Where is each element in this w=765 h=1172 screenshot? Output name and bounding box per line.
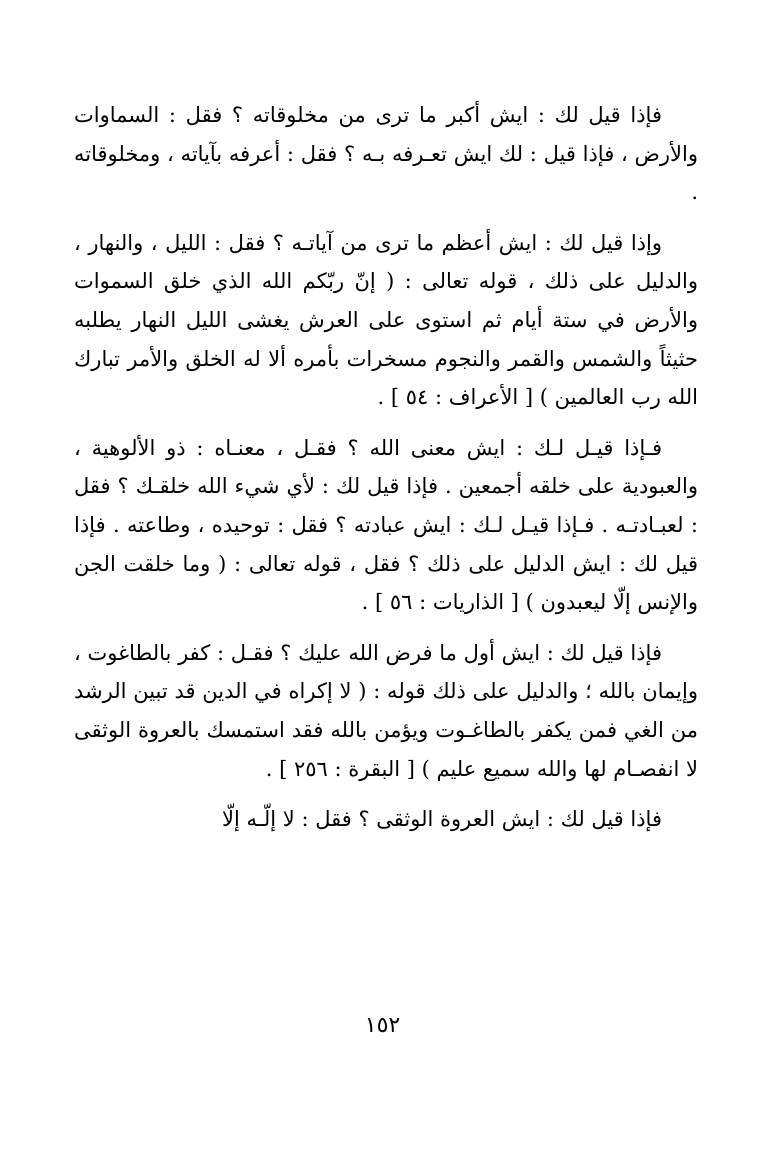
- paragraph-first-obligation: فإذا قيل لك : ايش أول ما فرض الله عليك ؟ فقـل : كفر بالطاغوت ، وإيمان بالله ؛ والدليل على ذلك قوله : ( لا إكراه في الدين قد تبين الرشد من الغي فمن يكفر بالطاغـوت ويؤمن بالله فقد استمسك بالعروة الوثقى لا انفصـام لها والله سميع عليم ) [ البقرة : ٢٥٦ ] .: [74, 640, 698, 781]
- paragraph-greatest-signs: وإذا قيل لك : ايش أعظم ما ترى من آياتـه ؟ فقل : الليل ، والنهار ، والدليل على ذلك ، قوله تعالى : ( إنّ ربّكم الله الذي خلق السموات والأرض في ستة أيام ثم استوى على العرش يغشى الليل النهار يطلبه حثيثاً والشمس والقمر والنجوم مسخرات بأمره ألا له الخلق والأمر تبارك الله رب العالمين ) [ الأعراف : ٥٤ ] .: [74, 230, 698, 410]
- paragraph-meaning-of-allah: فـإذا قيـل لـك : ايش معنى الله ؟ فقـل ، معنـاه : ذو الألوهية ، والعبودية على خلقه أجمعين . فإذا قيل لك : لأي شيء الله خلقـك ؟ فقل : لعبـادتـه . فـإذا قيـل لـك : ايش عبادته ؟ فقل : توحيده ، وطاعته . فإذا قيل لك : ايش الدليل على ذلك ؟ فقل ، قوله تعالى : ( وما خلقت الجن والإنس إلّا ليعبدون ) [ الذاريات : ٥٦ ] .: [74, 435, 698, 615]
- page-body: [74, 96, 698, 851]
- paragraph-firmest-handhold: فإذا قيل لك : ايش العروة الوثقى ؟ فقل : لا إلّـه إلّا: [222, 807, 662, 832]
- paragraph-greatest-creation: فإذا قيل لك : ايش أكبر ما ترى من مخلوقاته ؟ فقل : السماوات والأرض ، فإذا قيل : لك ايش تعـرفه بـه ؟ فقل : أعرفه بآياته ، ومخلوقاته .: [74, 103, 698, 205]
- page-number: ١٥٢: [364, 1013, 401, 1038]
